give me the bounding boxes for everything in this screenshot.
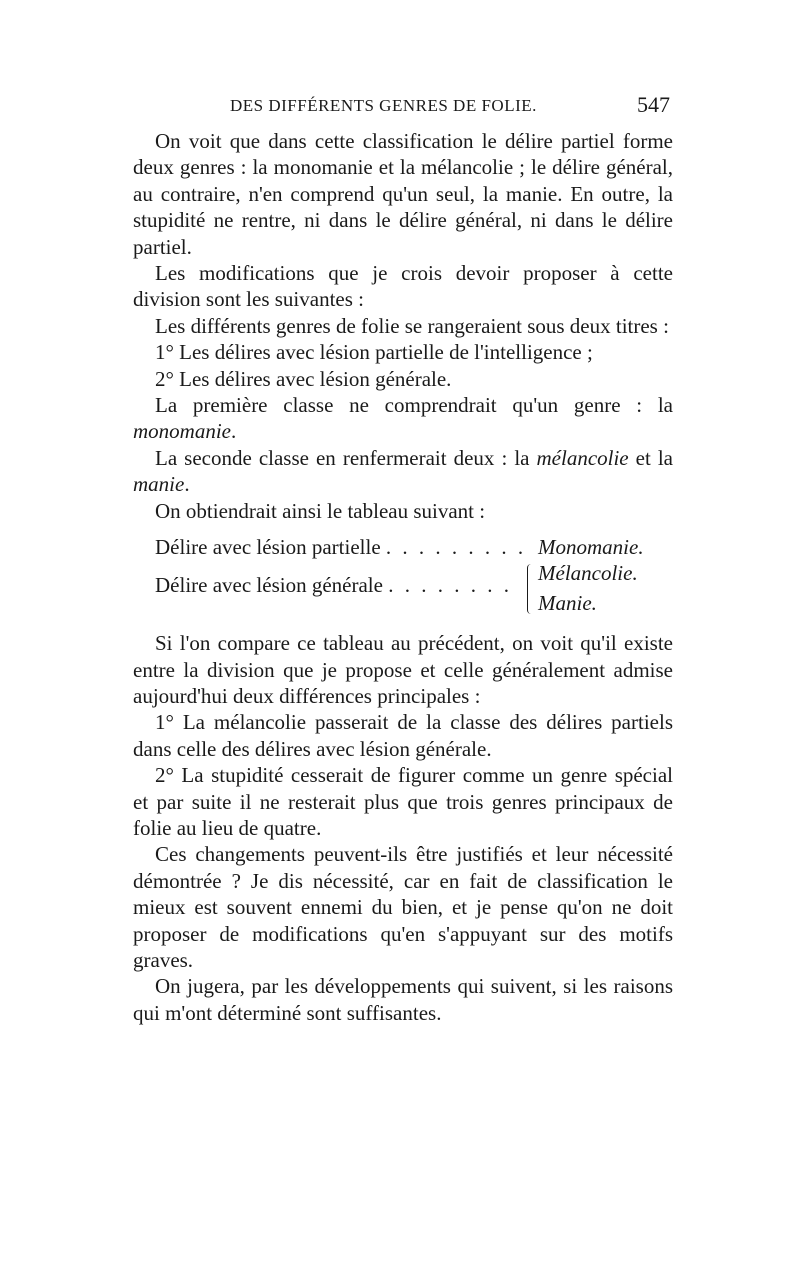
paragraph-5-emphasis-2: manie: [133, 472, 185, 497]
table-row-1-leader: . . . . . . . . .: [385, 535, 527, 560]
table-row-2-leader: . . . . . . . .: [388, 573, 512, 598]
paragraph-4: [133, 392, 673, 445]
paragraph-2: Les modifications que je crois devoir proposer à cette division sont les suivantes :: [133, 261, 673, 312]
table-row-1-value: Monomanie.: [538, 535, 644, 560]
paragraph-1: On voit que dans cette classification le délire partiel forme deux genres : la monomanie et la mélancolie ; le délire général, au contraire, n'en comprend qu'un seul, la manie. En outre, la stupidité ne rentre, ni dans le délire général, ni dans le délire partiel.: [133, 129, 673, 259]
table-row-1-label: Délire avec lésion partielle: [155, 535, 381, 560]
paragraph-5: [133, 445, 673, 498]
list-item-2: 2° Les délires avec lésion générale.: [155, 366, 452, 391]
paragraph-4-end: .: [231, 419, 237, 444]
running-title: DES DIFFÉRENTS GENRES DE FOLIE.: [230, 96, 537, 115]
table-row-2-value-2: Manie.: [538, 591, 597, 616]
page-number: 547: [637, 92, 670, 117]
classification-table: [133, 534, 673, 618]
paragraph-9: 2° La stupidité cesserait de figurer comme un genre spécial et par suite il ne resterait plus que trois genres principaux de folie au lieu de quatre.: [133, 763, 673, 840]
table-row-2-label: Délire avec lésion générale: [155, 573, 383, 598]
page-header: [135, 92, 670, 126]
paragraph-8: 1° La mélancolie passerait de la classe des délires partiels dans celle des délires avec lésion générale.: [133, 710, 673, 761]
table-brace: [527, 564, 534, 614]
paragraph-11: On jugera, par les développements qui suivent, si les raisons qui m'ont déterminé sont suffisantes.: [133, 974, 673, 1025]
body-text: [133, 128, 673, 1026]
paragraph-3: Les différents genres de folie se rangeraient sous deux titres :: [155, 313, 669, 338]
paragraph-5-text: La seconde classe en renfermerait deux : la: [155, 445, 537, 470]
paragraph-4-emphasis: monomanie: [133, 419, 231, 444]
paragraph-5-end: .: [184, 472, 190, 497]
paragraph-6: On obtiendrait ainsi le tableau suivant :: [155, 498, 486, 523]
table-row-2: [155, 572, 512, 598]
paragraph-5-emphasis-1: mélancolie: [536, 445, 629, 470]
paragraph-7: Si l'on compare ce tableau au précédent, on voit qu'il existe entre la division que je propose et celle généralement admise aujourd'hui deux différences principales :: [133, 631, 673, 708]
paragraph-4-text: La première classe ne comprendrait qu'un genre : la: [155, 393, 673, 418]
paragraph-10: Ces changements peuvent-ils être justifiés et leur nécessité démontrée ? Je dis nécessité, car en fait de classification le mieux est souvent ennemi du bien, et je pense qu'on ne doit proposer de modifications qu'en s'appuyant sur des motifs graves.: [133, 842, 673, 972]
table-row-1: [155, 534, 526, 560]
list-item-1: 1° Les délires avec lésion partielle de l'intelligence ;: [155, 340, 593, 365]
paragraph-5-mid: et la: [628, 445, 673, 470]
table-row-2-value-1: Mélancolie.: [538, 561, 638, 586]
